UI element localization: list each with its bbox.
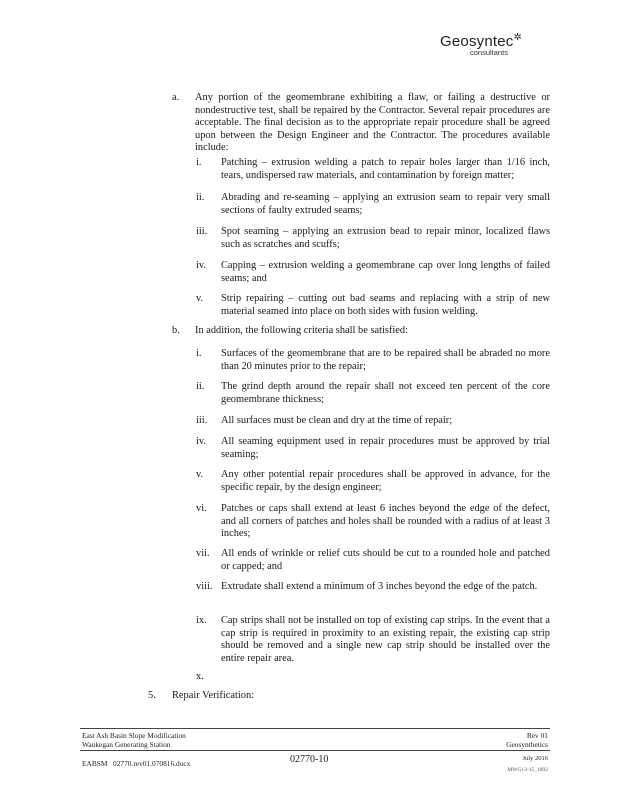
item-b-vii-num: vii. (196, 548, 210, 559)
item-b-ii-num: ii. (196, 381, 205, 392)
item-b-ii-text: The grind depth around the repair shall not exceed ten percent of the core geomembrane thickness; (221, 381, 550, 405)
footer-top-rule (80, 728, 550, 729)
section-a-intro: Any portion of the geomembrane exhibiting a flaw, or failing a destructive or nondestructive test, shall be repaired by the Contractor. Several repair procedures are acceptable. The final decision as to the appropriate repair procedure shall be agreed upon between the Design Engineer and the Contractor. The procedures available include: (195, 92, 550, 154)
page-number: 02770-10 (290, 754, 329, 765)
item-a-iii-num: iii. (196, 226, 208, 237)
document-stamp: MWG13-15_1892 (507, 767, 548, 773)
item-b-viii-num: viii. (196, 581, 213, 592)
item-a-ii-text: Abrading and re-seaming – applying an extrusion seam to repair very small sections of faulty extruded seams; (221, 192, 550, 216)
footer-section-name: Geosynthetics (506, 740, 548, 749)
item-a-i-text: Patching – extrusion welding a patch to repair holes larger than 1/16 inch, tears, undispersed raw materials, and contamination by foreign matter; (221, 157, 550, 181)
footer-rev: Rev 01 (526, 731, 548, 740)
logo-mark-icon: ✲ (513, 32, 523, 43)
item-a-v-num: v. (196, 293, 204, 304)
item-b-iii-num: iii. (196, 415, 208, 426)
footer-file: EABSM 02770.rev01.070816.docx (82, 759, 191, 768)
section-5-label: 5. (148, 690, 156, 701)
company-logo (440, 32, 550, 57)
item-b-v-num: v. (196, 469, 204, 480)
logo-subtitle: consultants (470, 48, 508, 57)
section-b-label: b. (172, 325, 180, 336)
logo-text: Geosyntec (440, 33, 514, 50)
item-b-v-text: Any other potential repair procedures shall be approved in advance, for the specific repair, by the design engineer; (221, 469, 550, 493)
item-a-iv-text: Capping – extrusion welding a geomembrane cap over long lengths of failed seams; and (221, 260, 550, 284)
item-b-iv-num: iv. (196, 436, 207, 447)
item-a-v-text: Strip repairing – cutting out bad seams and replacing with a strip of new material seamed into place on both sides with fusion welding. (221, 293, 550, 317)
footer-date: July 2016 (522, 755, 548, 762)
item-a-ii-num: ii. (196, 192, 205, 203)
footer-station: Waukegan Generating Station (82, 740, 171, 749)
item-a-iii-text: Spot seaming – applying an extrusion bead to repair minor, localized flaws such as scratches and scuffs; (221, 226, 550, 250)
item-a-i-num: i. (196, 157, 202, 168)
item-b-ix-num: ix. (196, 615, 207, 626)
item-b-iii-text: All surfaces must be clean and dry at the time of repair; (221, 415, 453, 426)
section-b-intro: In addition, the following criteria shall be satisfied: (195, 325, 408, 336)
item-b-vi-text: Patches or caps shall extend at least 6 inches beyond the edge of the defect, and all corners of patches and holes shall be rounded with a radius of at least 3 inches; (221, 503, 550, 540)
item-b-viii-text: Extrudate shall extend a minimum of 3 inches beyond the edge of the patch. (221, 581, 538, 592)
section-a-label: a. (172, 92, 180, 103)
item-b-iv-text: All seaming equipment used in repair procedures must be approved by trial seaming; (221, 436, 550, 460)
section-5-title: Repair Verification: (172, 690, 255, 701)
item-b-vi-num: vi. (196, 503, 207, 514)
footer-bottom-rule (80, 750, 550, 751)
footer-project: East Ash Basin Slope Modification (82, 731, 186, 740)
item-a-iv-num: iv. (196, 260, 207, 271)
item-b-ix-text: Cap strips shall not be installed on top of existing cap strips. In the event that a cap strip is required in proximity to an existing repair, the existing cap strip should be removed and a single new cap strip should be installed over the entire repair area. (221, 615, 550, 664)
item-b-i-text: Surfaces of the geomembrane that are to be repaired shall be abraded no more than 20 minutes prior to the repair; (221, 348, 550, 372)
item-b-vii-text: All ends of wrinkle or relief cuts should be cut to a rounded hole and patched or capped; and (221, 548, 550, 572)
item-b-x-num: x. (196, 671, 204, 682)
item-b-i-num: i. (196, 348, 202, 359)
